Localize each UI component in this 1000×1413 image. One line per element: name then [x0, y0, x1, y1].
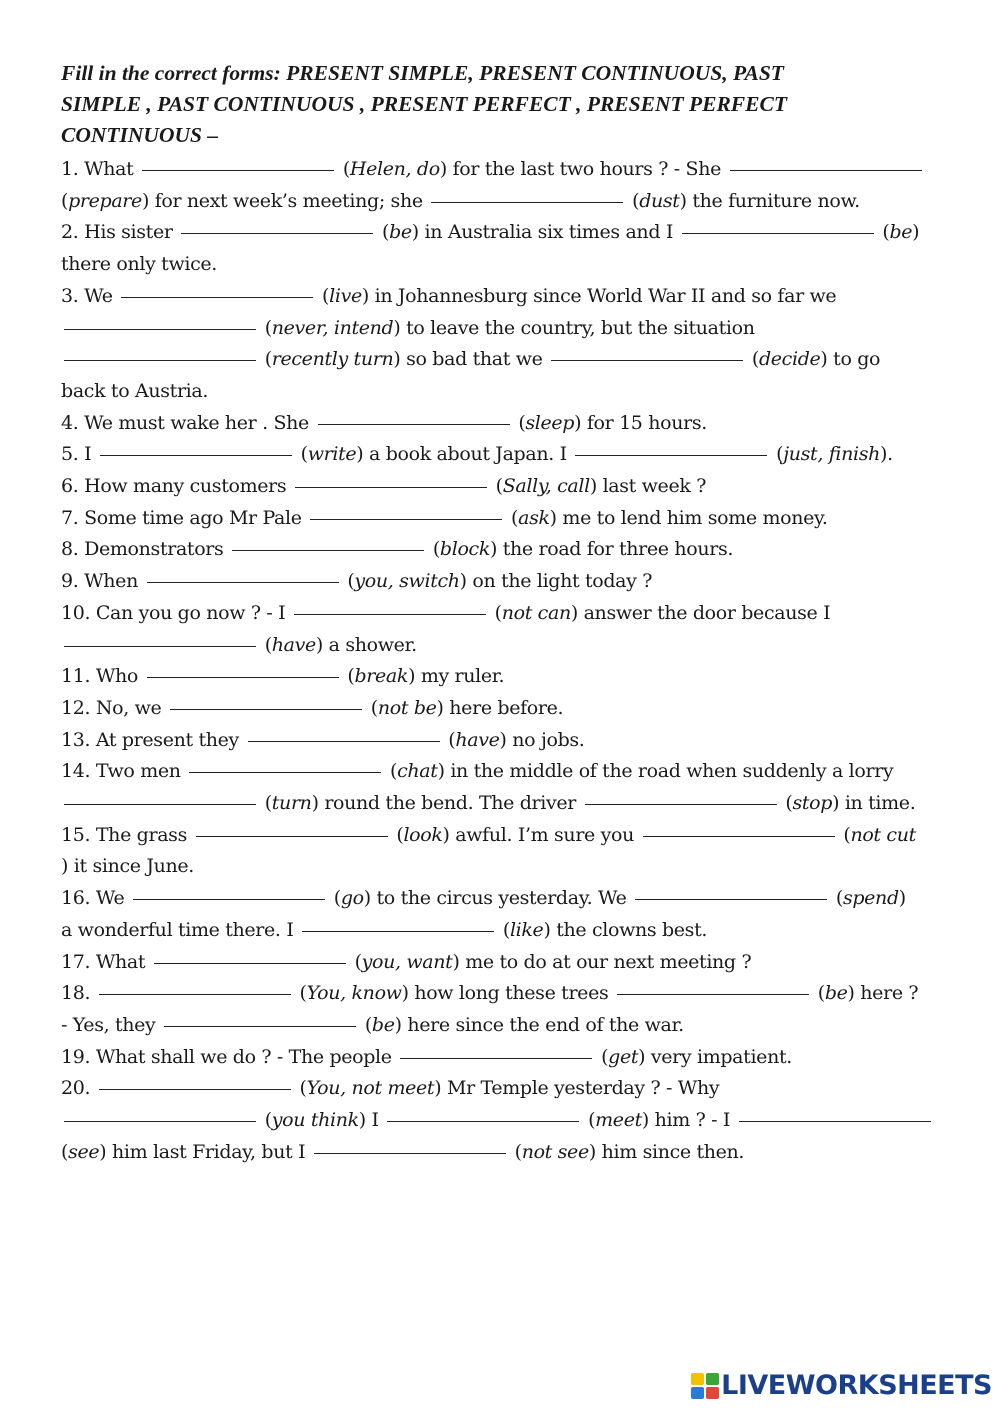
answer-blank[interactable]	[196, 835, 388, 837]
sentence-text: 16. We	[61, 887, 131, 910]
answer-blank[interactable]	[164, 1025, 356, 1027]
verb-hint: be	[371, 1013, 395, 1036]
answer-blank[interactable]	[64, 328, 256, 330]
exercise-line	[61, 598, 941, 630]
sentence-text: )	[912, 221, 920, 244]
answer-blank[interactable]	[730, 169, 922, 171]
exercise-line	[61, 1010, 941, 1042]
sentence-text: (	[365, 696, 378, 719]
verb-hint: you think	[271, 1109, 359, 1132]
answer-blank[interactable]	[248, 740, 440, 742]
sentence-text: ) the road for three hours.	[490, 538, 734, 561]
verb-hint: Sally, call	[502, 475, 590, 498]
answer-blank[interactable]	[99, 1088, 291, 1090]
sentence-text: (	[837, 823, 851, 846]
sentence-text: (	[876, 221, 890, 244]
sentence-text: (	[779, 792, 793, 815]
exercise-line	[61, 947, 941, 979]
answer-blank[interactable]	[431, 201, 623, 203]
answer-blank[interactable]	[133, 898, 325, 900]
sentence-text: ) here before.	[436, 696, 564, 719]
exercise-line	[61, 186, 941, 218]
exercise-line	[61, 408, 941, 440]
verb-hint: have	[455, 728, 500, 751]
exercise-line	[61, 217, 941, 249]
answer-blank[interactable]	[142, 169, 334, 171]
sentence-text: (	[61, 1140, 69, 1163]
exercise-line	[61, 566, 941, 598]
verb-hint: look	[403, 823, 443, 846]
sentence-text: ) very impatient.	[638, 1045, 792, 1068]
exercise-list	[61, 154, 941, 1169]
sentence-text: (	[508, 1140, 522, 1163]
sentence-text: ) on the light today ?	[459, 570, 653, 593]
answer-blank[interactable]	[189, 771, 381, 773]
sentence-text: ) to the circus yesterday. We	[363, 887, 633, 910]
sentence-text: (	[830, 887, 843, 910]
answer-blank[interactable]	[400, 1057, 592, 1059]
verb-hint: decide	[758, 348, 821, 371]
sentence-text: (	[259, 316, 272, 339]
sentence-text: ) last week ?	[589, 475, 707, 498]
sentence-text: ) me to lend him some money.	[549, 506, 828, 529]
exercise-line	[61, 376, 941, 408]
answer-blank[interactable]	[170, 708, 362, 710]
brand-name: LIVEWORKSHEETS	[721, 1370, 992, 1401]
answer-blank[interactable]	[64, 803, 256, 805]
sentence-text: (	[497, 918, 510, 941]
sentence-text: ) for next week’s meeting; she	[141, 189, 429, 212]
sentence-text: (	[488, 601, 502, 624]
answer-blank[interactable]	[635, 898, 827, 900]
sentence-text: there only twice.	[61, 253, 217, 276]
sentence-text: (	[359, 1013, 372, 1036]
verb-hint: you, want	[361, 950, 453, 973]
exercise-line	[61, 915, 941, 947]
liveworksheets-logo	[691, 1370, 992, 1401]
sentence-text: 17. What	[61, 950, 151, 973]
verb-hint: sleep	[525, 411, 575, 434]
instruction-line: CONTINUOUS –	[61, 123, 219, 147]
sentence-text: (	[341, 570, 355, 593]
answer-blank[interactable]	[302, 930, 494, 932]
sentence-text: ) to leave the country, but the situation	[393, 316, 755, 339]
exercise-line	[61, 978, 941, 1010]
answer-blank[interactable]	[154, 962, 346, 964]
sentence-text: ) here ?	[847, 982, 919, 1005]
sentence-text: (	[328, 887, 341, 910]
verb-hint: not cut	[850, 823, 916, 846]
answer-blank[interactable]	[310, 518, 502, 520]
sentence-text: 11. Who	[61, 665, 144, 688]
verb-hint: not can	[501, 601, 571, 624]
sentence-text: (	[259, 633, 272, 656]
liveworksheets-logo-icon	[691, 1373, 719, 1399]
exercise-line	[61, 725, 941, 757]
worksheet	[61, 58, 941, 1169]
sentence-text: 9. When	[61, 570, 144, 593]
sentence-text: (	[442, 728, 456, 751]
sentence-text: ) here since the end of the war.	[394, 1013, 684, 1036]
sentence-text: 15. The grass	[61, 823, 193, 846]
sentence-text: (	[259, 348, 272, 371]
exercise-line	[61, 851, 941, 883]
sentence-text: )	[898, 887, 906, 910]
sentence-text: (	[61, 189, 69, 212]
answer-blank[interactable]	[585, 803, 777, 805]
sentence-text: ) so bad that we	[393, 348, 549, 371]
sentence-text: (	[746, 348, 759, 371]
answer-blank[interactable]	[64, 359, 256, 361]
sentence-text: (	[770, 443, 784, 466]
answer-blank[interactable]	[314, 1152, 506, 1154]
sentence-text: 2. His sister	[61, 221, 179, 244]
sentence-text: ).	[880, 443, 893, 466]
exercise-line	[61, 661, 941, 693]
sentence-text: ) the furniture now.	[679, 189, 860, 212]
sentence-text: ) in the middle of the road when suddenly a lorry	[437, 760, 894, 783]
verb-hint: you, switch	[354, 570, 460, 593]
sentence-text: (	[505, 506, 519, 529]
verb-hint: not see	[521, 1140, 589, 1163]
sentence-text: (	[259, 1109, 272, 1132]
sentence-text: ) him last Friday, but I	[99, 1140, 311, 1163]
sentence-text: ) Mr Temple yesterday ? - Why	[434, 1077, 720, 1100]
exercise-line	[61, 471, 941, 503]
sentence-text: 3. We	[61, 284, 119, 307]
verb-hint: prepare	[68, 189, 142, 212]
answer-blank[interactable]	[232, 549, 424, 551]
answer-blank[interactable]	[100, 454, 292, 456]
sentence-text: ) in Australia six times and I	[411, 221, 679, 244]
exercise-line	[61, 1042, 941, 1074]
sentence-text: (	[512, 411, 526, 434]
verb-hint: dust	[639, 189, 680, 212]
sentence-text: (	[316, 284, 330, 307]
sentence-text: (	[293, 982, 307, 1005]
verb-hint: Helen, do	[349, 158, 440, 180]
exercise-line	[61, 1137, 941, 1169]
exercise-line	[61, 534, 941, 566]
sentence-text: (	[341, 665, 355, 688]
verb-hint: recently turn	[271, 348, 394, 371]
exercise-line	[61, 503, 941, 535]
sentence-text: ) my ruler.	[408, 665, 505, 688]
verb-hint: chat	[397, 760, 438, 783]
sentence-text: (	[294, 443, 308, 466]
sentence-text: 7. Some time ago Mr Pale	[61, 506, 308, 529]
sentence-text: ) I	[358, 1109, 385, 1132]
answer-blank[interactable]	[318, 423, 510, 425]
sentence-text: (	[626, 189, 640, 212]
answer-blank[interactable]	[294, 613, 486, 615]
sentence-text: ) for the last two hours ? - She	[439, 158, 727, 180]
verb-hint: never, intend	[271, 316, 394, 339]
sentence-text: ) in time.	[832, 792, 916, 815]
sentence-text: 8. Demonstrators	[61, 538, 230, 561]
sentence-text: 12. No, we	[61, 696, 168, 719]
exercise-line	[61, 788, 941, 820]
answer-blank[interactable]	[387, 1120, 579, 1122]
sentence-text: (	[259, 792, 272, 815]
sentence-text: (	[348, 950, 362, 973]
answer-blank[interactable]	[64, 645, 256, 647]
sentence-text: 20.	[61, 1077, 96, 1100]
verb-hint: not be	[377, 696, 437, 719]
verb-hint: like	[509, 918, 544, 941]
exercise-line	[61, 693, 941, 725]
answer-blank[interactable]	[551, 359, 743, 361]
verb-hint: break	[354, 665, 409, 688]
sentence-text: (	[390, 823, 404, 846]
sentence-text: 4. We must wake her . She	[61, 411, 315, 434]
answer-blank[interactable]	[739, 1120, 931, 1122]
verb-hint: be	[824, 982, 848, 1005]
sentence-text: 10. Can you go now ? - I	[61, 601, 291, 624]
exercise-line	[61, 154, 941, 186]
answer-blank[interactable]	[643, 835, 835, 837]
verb-hint: write	[307, 443, 357, 466]
verb-hint: have	[271, 633, 316, 656]
sentence-text: ) answer the door because I	[570, 601, 831, 624]
verb-hint: You, not meet	[306, 1077, 435, 1100]
verb-hint: stop	[792, 792, 833, 815]
instruction-line: SIMPLE , PAST CONTINUOUS , PRESENT PERFECT , PRESENT PERFECT	[61, 92, 787, 116]
exercise-line	[61, 883, 941, 915]
exercise-line	[61, 281, 941, 313]
sentence-text: ) for 15 hours.	[574, 411, 707, 434]
exercise-line	[61, 249, 941, 281]
verb-hint: live	[329, 284, 362, 307]
sentence-text: (	[595, 1045, 609, 1068]
sentence-text: 1. What	[61, 158, 140, 180]
exercise-line	[61, 630, 941, 662]
sentence-text: ) round the bend. The driver	[311, 792, 582, 815]
answer-blank[interactable]	[617, 993, 809, 995]
sentence-text: ) me to do at our next meeting ?	[452, 950, 752, 973]
answer-blank[interactable]	[181, 232, 373, 234]
sentence-text: ) to go	[820, 348, 881, 371]
sentence-text: 14. Two men	[61, 760, 187, 783]
sentence-text: 6. How many customers	[61, 475, 292, 498]
sentence-text: (	[337, 158, 350, 180]
sentence-text: (	[293, 1077, 307, 1100]
answer-blank[interactable]	[147, 581, 339, 583]
sentence-text: ) a book about Japan. I	[356, 443, 573, 466]
answer-blank[interactable]	[64, 1120, 256, 1122]
sentence-text: ) a shower.	[315, 633, 417, 656]
sentence-text: ) in Johannesburg since World War II and so far we	[361, 284, 837, 307]
verb-hint: turn	[271, 792, 312, 815]
exercise-line	[61, 1105, 941, 1137]
verb-hint: get	[608, 1045, 639, 1068]
sentence-text: 13. At present they	[61, 728, 245, 751]
verb-hint: go	[340, 887, 364, 910]
answer-blank[interactable]	[575, 454, 767, 456]
verb-hint: spend	[842, 887, 899, 910]
sentence-text: (	[376, 221, 390, 244]
sentence-text: ) no jobs.	[499, 728, 585, 751]
sentence-text: ) the clowns best.	[543, 918, 708, 941]
exercise-line	[61, 344, 941, 376]
verb-hint: see	[68, 1140, 100, 1163]
instructions-heading	[61, 58, 941, 151]
exercise-line	[61, 820, 941, 852]
answer-blank[interactable]	[295, 486, 487, 488]
sentence-text: (	[489, 475, 503, 498]
sentence-text: (	[427, 538, 440, 561]
sentence-text: back to Austria.	[61, 379, 209, 402]
verb-hint: be	[889, 221, 913, 244]
instruction-line: Fill in the correct forms: PRESENT SIMPLE, PRESENT CONTINUOUS, PAST	[61, 61, 784, 85]
sentence-text: (	[582, 1109, 596, 1132]
sentence-text: 5. I	[61, 443, 97, 466]
answer-blank[interactable]	[147, 676, 339, 678]
verb-hint: block	[439, 538, 490, 561]
exercise-line	[61, 313, 941, 345]
exercise-line	[61, 1073, 941, 1105]
exercise-line	[61, 439, 941, 471]
verb-hint: You, know	[306, 982, 402, 1005]
sentence-text: - Yes, they	[61, 1013, 162, 1036]
verb-hint: meet	[595, 1109, 642, 1132]
exercise-line	[61, 756, 941, 788]
verb-hint: just, finish	[783, 443, 881, 466]
sentence-text: ) it since June.	[61, 855, 194, 878]
sentence-text: 18.	[61, 982, 96, 1005]
sentence-text: (	[812, 982, 825, 1005]
sentence-text: ) him since then.	[588, 1140, 745, 1163]
sentence-text: ) him ? - I	[641, 1109, 736, 1132]
sentence-text: 19. What shall we do ? - The people	[61, 1045, 398, 1068]
answer-blank[interactable]	[99, 993, 291, 995]
verb-hint: ask	[518, 506, 550, 529]
sentence-text: (	[384, 760, 398, 783]
answer-blank[interactable]	[682, 232, 874, 234]
sentence-text: a wonderful time there. I	[61, 918, 300, 941]
sentence-text: ) awful. I’m sure you	[442, 823, 640, 846]
sentence-text: ) how long these trees	[401, 982, 615, 1005]
answer-blank[interactable]	[121, 296, 313, 298]
verb-hint: be	[389, 221, 412, 244]
